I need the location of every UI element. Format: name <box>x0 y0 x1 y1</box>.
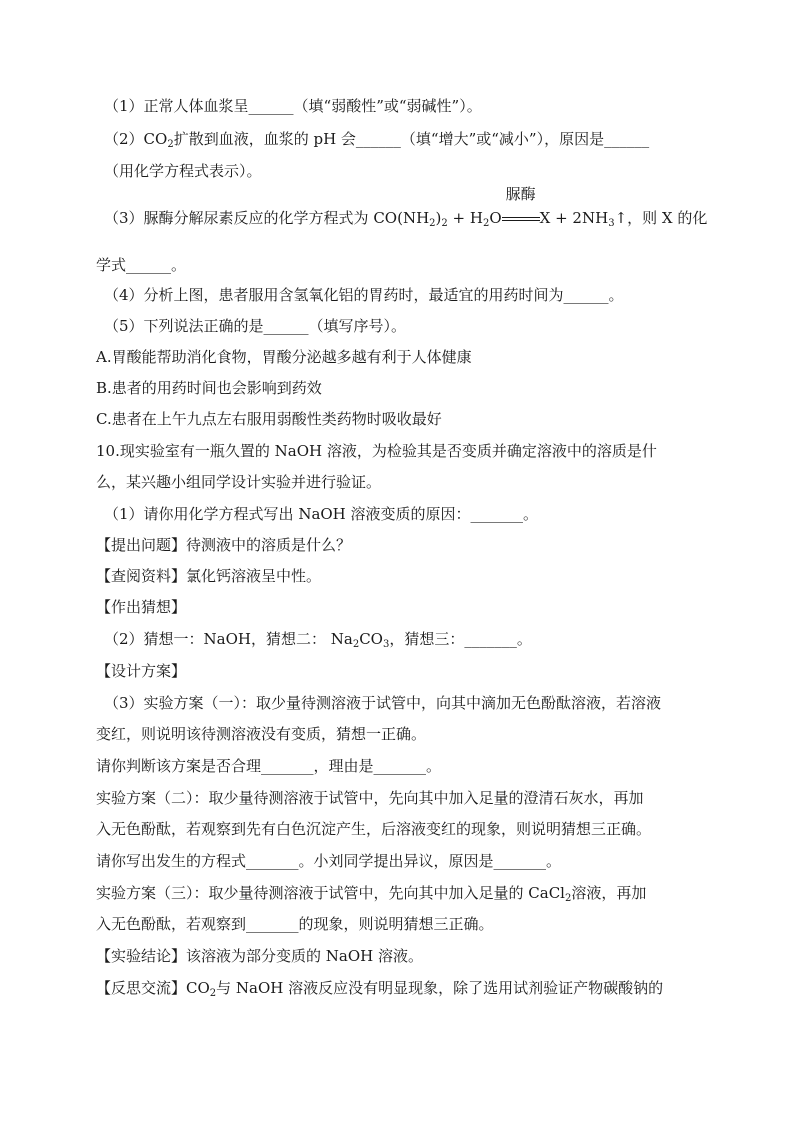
section-reference: 【查阅资料】氯化钙溶液呈中性。 <box>96 567 322 585</box>
section-design: 【设计方案】 <box>96 662 187 680</box>
section-reflection: 【反思交流】$CO_2$与 NaOH 溶液反应没有明显现象，除了选用试剂验证产物碳酸钠的 <box>96 979 664 999</box>
section-hypothesis: 【作出猜想】 <box>96 598 187 616</box>
option-b: B.患者的用药时间也会影响到药效 <box>96 379 322 397</box>
q9-part5: （5）下列说法正确的是______（填写序号）。 <box>104 317 407 335</box>
plan-two-cont: 入无色酚酞，若观察到先有白色沉淀产生，后溶液变红的现象，则说明猜想三正确。 <box>96 820 652 838</box>
q9-part3: （3）脲酶分解尿素反应的化学方程式为 $CO(NH_2)_2 + H_2O$ 脲酶 $X + 2NH_3↑$，则 X 的化 <box>104 185 708 229</box>
q10-stem-cont: 么，某兴趣小组同学设计实验并进行验证。 <box>96 473 382 491</box>
plan-one: （3）实验方案（一）：取少量待测溶液于试管中，向其中滴加无色酚酞溶液，若溶液 <box>104 694 662 712</box>
plan-one-cont: 变红，则说明该待测溶液没有变质，猜想一正确。 <box>96 725 427 743</box>
reaction-condition: 脲酶 <box>502 207 540 229</box>
plan-one-question: 请你判断该方案是否合理_______，理由是_______。 <box>96 757 442 775</box>
q10-part1: （1）请你用化学方程式写出 NaOH 溶液变质的原因：_______。 <box>104 505 539 523</box>
q9-part1: （1）正常人体血浆呈______（填“弱酸性”或“弱碱性”）。 <box>104 97 482 115</box>
option-a: A.胃酸能帮助消化食物，胃酸分泌越多越有利于人体健康 <box>96 348 472 366</box>
plan-three-cont: 入无色酚酞，若观察到_______的现象，则说明猜想三正确。 <box>96 915 494 933</box>
q10-part2: （2）猜想一：NaOH，猜想二： $Na_2CO_3$，猜想三：_______。 <box>104 630 532 650</box>
q9-part4: （4）分析上图，患者服用含氢氧化铝的胃药时，最适宜的用药时间为______。 <box>104 286 624 304</box>
plan-two: 实验方案（二）：取少量待测溶液于试管中，先向其中加入足量的澄清石灰水，再加 <box>96 789 644 807</box>
q10-stem: 10.现实验室有一瓶久置的 NaOH 溶液，为检验其是否变质并确定溶液中的溶质是什 <box>96 442 657 460</box>
q9-part2: $(2)CO_2$扩散到血液，血浆的 pH 会______（填“增大”或“减小”），原因是______ <box>104 130 650 150</box>
q9-part2-cont: （用化学方程式表示）。 <box>104 162 262 180</box>
plan-two-question: 请你写出发生的方程式_______。小刘同学提出异议，原因是_______。 <box>96 852 562 870</box>
section-question: 【提出问题】待测液中的溶质是什么？ <box>96 536 352 554</box>
q9-part3-cont: 学式______。 <box>96 256 187 274</box>
section-conclusion: 【实验结论】该溶液为部分变质的 NaOH 溶液。 <box>96 947 423 965</box>
option-c: C.患者在上午九点左右服用弱酸性类药物时吸收最好 <box>96 410 442 428</box>
plan-three: 实验方案（三）：取少量待测溶液于试管中，先向其中加入足量的 CaCl$_2$溶液，再加 <box>96 884 647 904</box>
